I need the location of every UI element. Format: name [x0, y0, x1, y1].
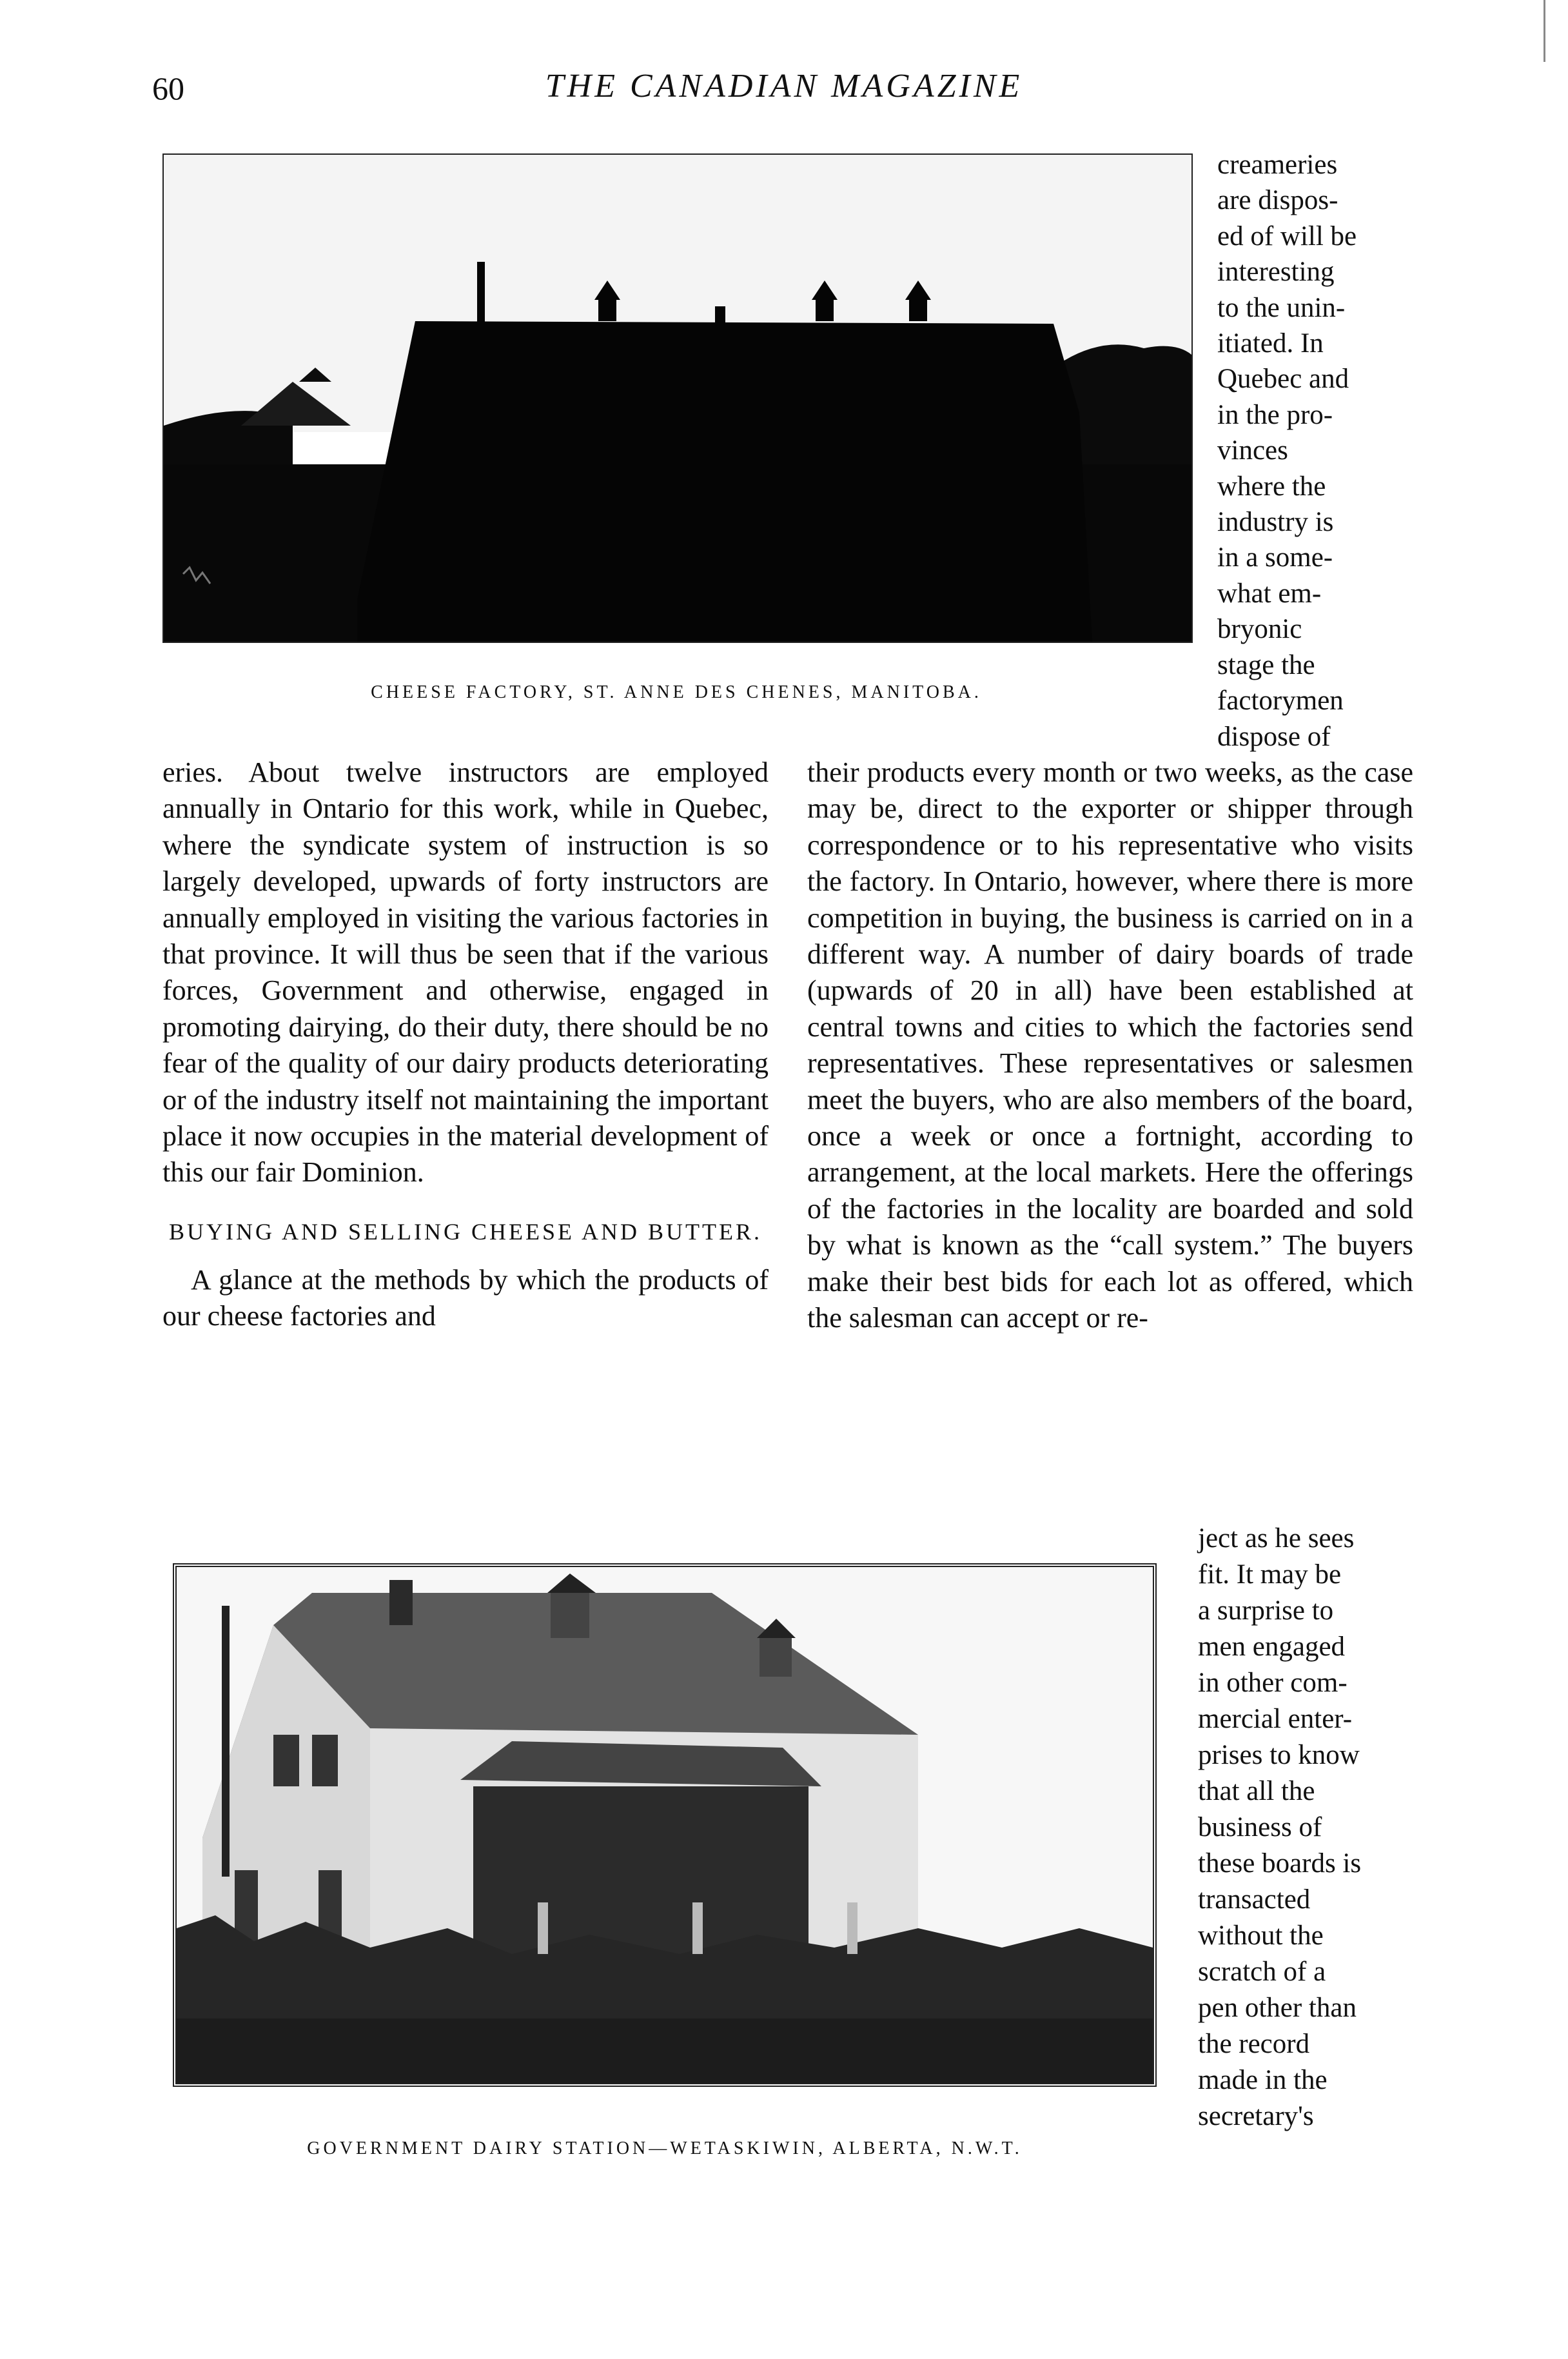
- text-line: that all the: [1198, 1776, 1315, 1806]
- text-line: are dispos-: [1217, 185, 1338, 216]
- text-line: itiated. In: [1217, 328, 1324, 359]
- text-line: factorymen: [1217, 686, 1344, 716]
- section-heading: BUYING AND SELLING CHEESE AND BUTTER.: [169, 1218, 762, 1245]
- text-line: these boards is: [1198, 1848, 1362, 1879]
- body-paragraph: their products every month or two weeks, as the case may be, direct to the exporter or shipper through correspondence or to his representative who visits the factory. In Ontario, however, where there is more competition in buying, the business is carried on in a different way. A number of dairy boards of trade (upwards of 20 in all) have been established at central towns and cities to which the factories send representatives. These representatives or salesmen meet the buyers, who are also members of the board, once a week or once a fortnight, according to arrangement, at the local markets. Here the offerings of the factories in the locality are boarded and sold by what is known as the “call system.” The buyers make their best bids for each lot as offered, which the salesman can accept or re-: [807, 756, 1413, 1334]
- figure-caption-2: GOVERNMENT DAIRY STATION—WETASKIWIN, ALBERTA, N.W.T.: [307, 2138, 1023, 2158]
- text-line: to the unin-: [1217, 292, 1346, 323]
- text-line: vinces: [1217, 435, 1288, 466]
- text-line: in the pro-: [1217, 399, 1333, 430]
- cheese-factory-photo: [162, 153, 1193, 643]
- text-line: prises to know: [1198, 1740, 1360, 1770]
- text-line: creameries: [1217, 150, 1338, 180]
- text-line: a surprise to: [1198, 1595, 1334, 1626]
- text-line: fit. It may be: [1198, 1559, 1342, 1590]
- text-line: men engaged: [1198, 1632, 1346, 1662]
- text-line: stage the: [1217, 649, 1315, 680]
- dairy-station-photo: [173, 1563, 1157, 2087]
- text-line: ject as he sees: [1198, 1523, 1355, 1554]
- body-paragraph: A glance at the methods by which the products of our cheese factories and: [162, 1263, 769, 1332]
- text-line: ed of will be: [1217, 221, 1357, 252]
- text-line: bryonic: [1217, 614, 1302, 645]
- text-line: interesting: [1217, 257, 1335, 288]
- left-column: [162, 755, 769, 1335]
- text-line: secretary's: [1198, 2101, 1314, 2131]
- text-line: Quebec and: [1217, 364, 1349, 395]
- text-line: mercial enter-: [1198, 1704, 1353, 1734]
- text-line: in a some-: [1217, 542, 1333, 573]
- text-line: without the: [1198, 1920, 1324, 1951]
- text-line: pen other than: [1198, 1993, 1357, 2023]
- right-column: [807, 755, 1413, 1337]
- text-line: made in the: [1198, 2065, 1328, 2095]
- text-line: dispose of: [1217, 721, 1331, 752]
- bottom-right-narrow-column: [1198, 1521, 1411, 2135]
- scan-edge-mark: [1544, 0, 1545, 62]
- text-line: where the: [1217, 471, 1326, 502]
- text-line: industry is: [1217, 507, 1334, 538]
- top-right-narrow-column: [1217, 147, 1417, 755]
- text-line: what em-: [1217, 578, 1322, 609]
- running-title: THE CANADIAN MAGAZINE: [545, 68, 1023, 104]
- text-line: in other com-: [1198, 1668, 1348, 1698]
- body-paragraph: eries. About twelve instructors are employed annually in Ontario for this work, while in Quebec, where the syndicate system of instruction is so largely developed, upwards of forty instructors are annually employed in visiting the various factories in that province. It will thus be seen that if the various forces, Government and otherwise, engaged in promoting dairying, do their duty, there should be no fear of the quality of our dairy products deteriorating or of the industry itself not maintaining the important place it now occupies in the material development of this our fair Dominion.: [162, 756, 769, 1189]
- text-line: scratch of a: [1198, 1957, 1326, 1987]
- text-line: business of: [1198, 1812, 1322, 1842]
- page-number: 60: [152, 70, 184, 106]
- figure-caption-1: CHEESE FACTORY, ST. ANNE DES CHENES, MANITOBA.: [371, 682, 982, 702]
- text-line: transacted: [1198, 1884, 1311, 1915]
- text-line: the record: [1198, 2029, 1310, 2059]
